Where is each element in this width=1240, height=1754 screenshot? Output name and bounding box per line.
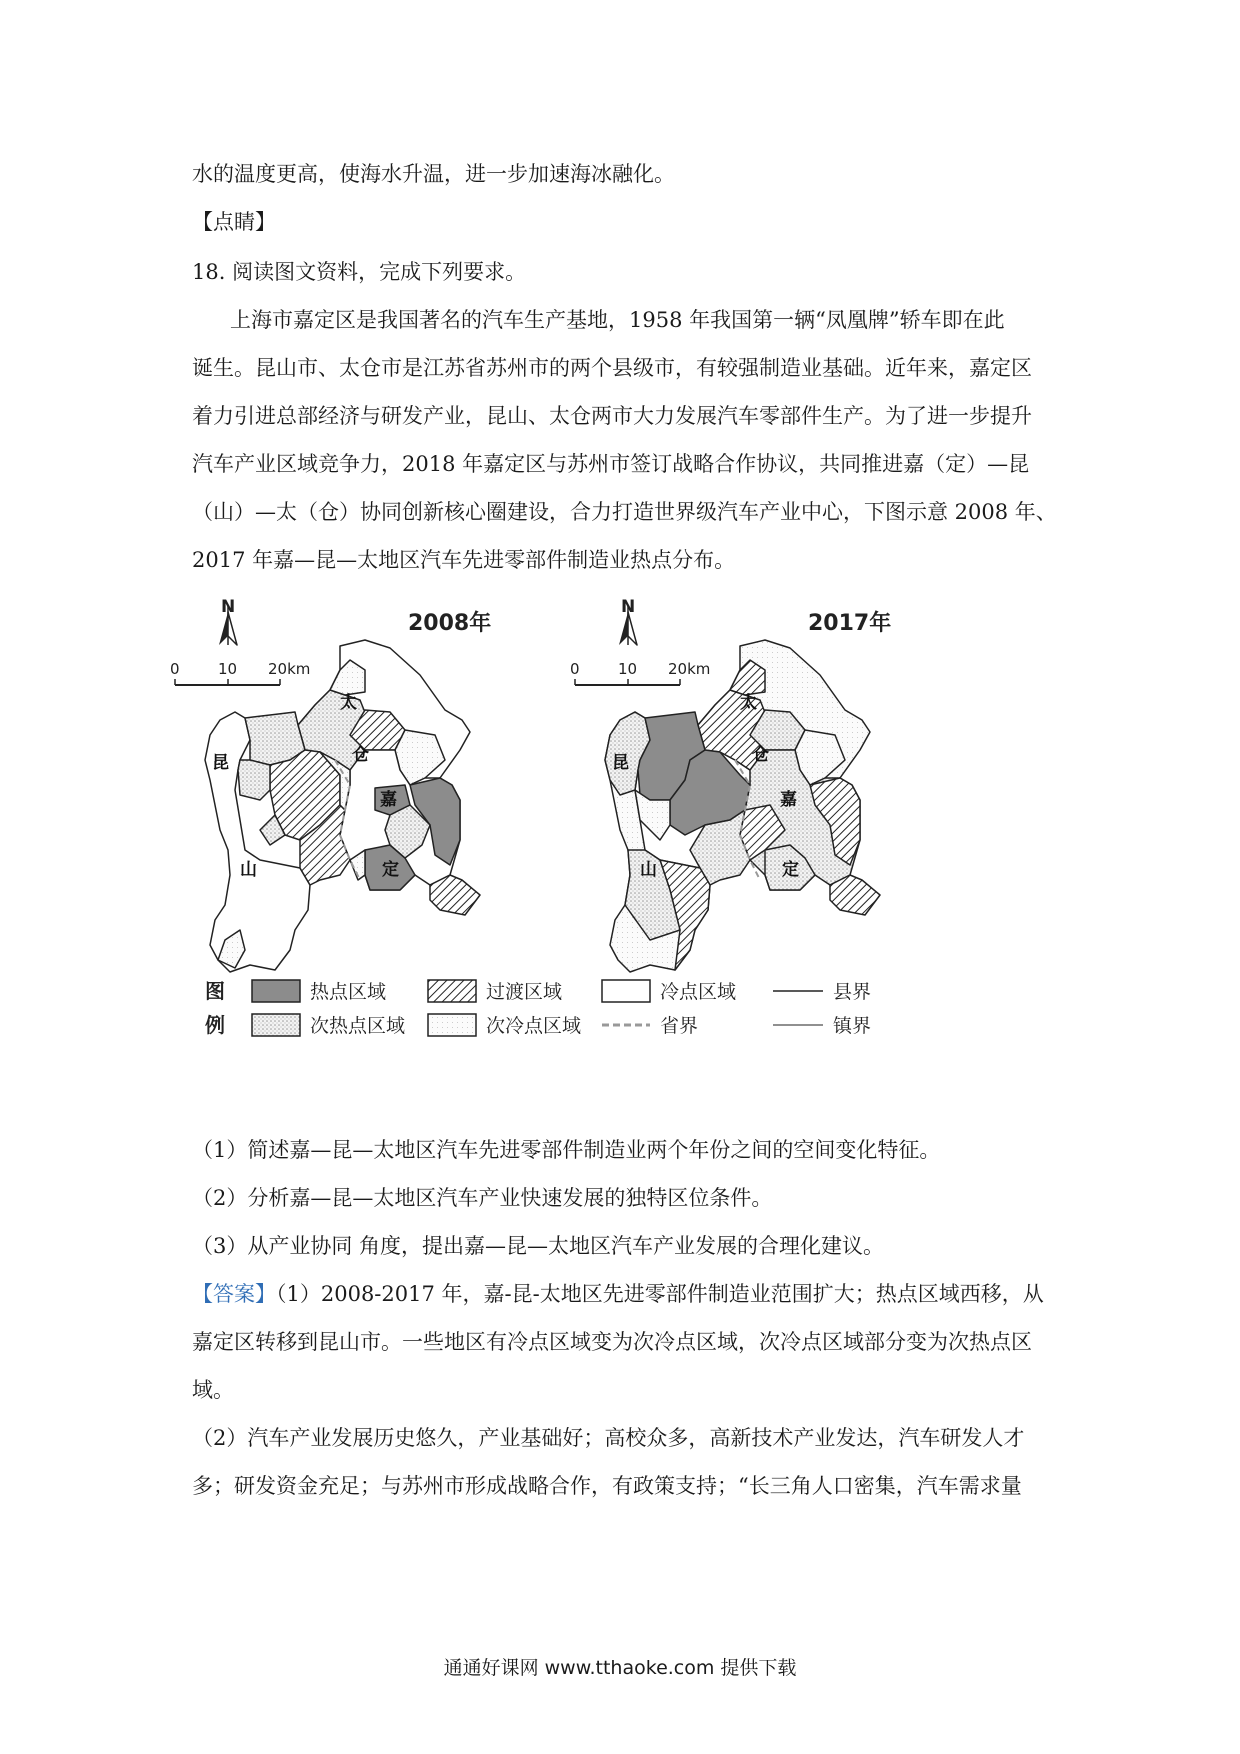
legend-transition: 过渡区域: [486, 981, 563, 1003]
question-18-title: 18. 阅读图文资料，完成下列要求。: [192, 260, 527, 284]
legend-cold: 冷点区域: [660, 981, 737, 1003]
place-cang: 仓: [752, 745, 769, 765]
north-label: N: [621, 597, 636, 617]
text-line: 水的温度更高，使海水升温，进一步加速海冰融化。: [192, 162, 675, 186]
legend-swatch-transition: [428, 980, 476, 1002]
map-legend: [205, 979, 871, 1037]
answer-line: [192, 1280, 1050, 1308]
place-kun: 昆: [212, 753, 229, 773]
legend-province: 省界: [660, 1015, 699, 1037]
map-year-2008: 2008年: [408, 611, 492, 636]
scale-label-20: 20km: [668, 660, 711, 678]
paragraph-line: 汽车产业区域竞争力，2018 年嘉定区与苏州市签订战略合作协议，共同推进嘉（定）—昆: [192, 452, 1030, 476]
scale-label-10: 10: [618, 660, 638, 678]
dianjing-heading: 【点睛】: [192, 210, 276, 234]
scale-label-10: 10: [218, 660, 238, 678]
legend-swatch-cold: [602, 980, 650, 1002]
scale-bar: [175, 679, 280, 685]
map-figure: [170, 597, 1070, 1100]
legend-swatch-sub-cold: [428, 1014, 476, 1036]
paragraph-line: 上海市嘉定区是我国著名的汽车生产基地，1958 年我国第一辆“凤凰牌”轿车即在此: [230, 308, 1005, 332]
legend-town: 镇界: [833, 1015, 872, 1037]
scale-label-0: 0: [570, 660, 580, 678]
answer-line: 多；研发资金充足；与苏州市形成战略合作，有政策支持；“长三角人口密集，汽车需求量: [192, 1474, 1022, 1498]
legend-title-1: 图: [205, 979, 225, 1003]
map-2017: [570, 597, 891, 972]
paragraph-line: 着力引进总部经济与研发产业，昆山、太仓两市大力发展汽车零部件生产。为了进一步提升: [192, 404, 1032, 428]
place-ding: 定: [782, 860, 799, 880]
page-footer: 通通好课网 www.tthaoke.com 提供下载: [443, 1657, 797, 1679]
legend-sub-cold: 次冷点区域: [486, 1015, 582, 1037]
question-3: （3）从产业协同 角度，提出嘉—昆—太地区汽车产业发展的合理化建议。: [192, 1234, 885, 1258]
place-jia: 嘉: [780, 790, 797, 810]
legend-hot: 热点区域: [310, 981, 387, 1003]
north-label: N: [221, 597, 236, 617]
answer-label: 【答案】: [192, 1282, 276, 1306]
map-2008: [170, 597, 491, 972]
place-shan: 山: [240, 860, 257, 880]
paragraph-line: 2017 年嘉—昆—太地区汽车先进零部件制造业热点分布。: [192, 548, 736, 572]
scale-label-0: 0: [170, 660, 180, 678]
place-ding: 定: [382, 860, 399, 880]
answer-line: （2）汽车产业发展历史悠久，产业基础好；高校众多，高新技术产业发达，汽车研发人才: [192, 1426, 1025, 1450]
legend-county: 县界: [833, 981, 872, 1003]
place-cang: 仓: [352, 745, 369, 765]
answer-line: 域。: [192, 1378, 234, 1402]
place-tai: 太: [740, 693, 757, 713]
paragraph-line: （山）—太（仓）协同创新核心圈建设，合力打造世界级汽车产业中心，下图示意 2008 年、: [192, 500, 1057, 524]
question-2: （2）分析嘉—昆—太地区汽车产业快速发展的独特区位条件。: [192, 1186, 773, 1210]
answer-line: 嘉定区转移到昆山市。一些地区有冷点区域变为次冷点区域，次冷点区域部分变为次热点区: [192, 1330, 1032, 1354]
place-shan: 山: [640, 860, 657, 880]
legend-swatch-sub-hot: [252, 1014, 300, 1036]
scale-label-20: 20km: [268, 660, 311, 678]
map-year-2017: 2017年: [808, 611, 892, 636]
legend-title-2: 例: [205, 1013, 225, 1037]
legend-swatch-hot: [252, 980, 300, 1002]
scale-bar: [575, 679, 680, 685]
legend-sub-hot: 次热点区域: [310, 1015, 406, 1037]
place-jia: 嘉: [380, 790, 397, 810]
paragraph-line: 诞生。昆山市、太仓市是江苏省苏州市的两个县级市，有较强制造业基础。近年来，嘉定区: [192, 356, 1032, 380]
answer-text: （1）2008-2017 年，嘉-昆-太地区先进零部件制造业范围扩大；热点区域西移，从: [276, 1282, 1044, 1306]
question-1: （1）简述嘉—昆—太地区汽车先进零部件制造业两个年份之间的空间变化特征。: [192, 1138, 941, 1162]
place-tai: 太: [340, 693, 357, 713]
place-kun: 昆: [612, 753, 629, 773]
